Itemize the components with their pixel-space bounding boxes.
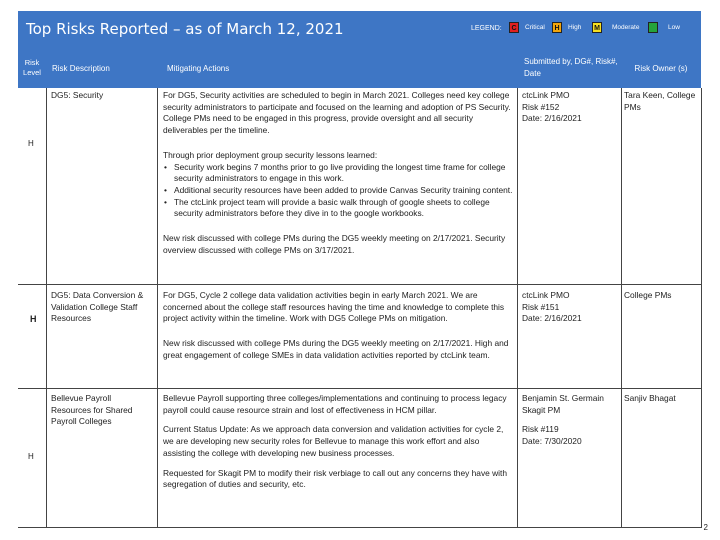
row-divider bbox=[18, 388, 702, 389]
page-number: 2 bbox=[703, 523, 708, 532]
submitted-by bbox=[522, 393, 622, 448]
submitted-spacer bbox=[522, 416, 622, 424]
grid-line bbox=[621, 88, 622, 528]
legend-moderate bbox=[592, 22, 639, 33]
title-bar bbox=[18, 11, 701, 48]
grid-line bbox=[157, 88, 158, 528]
page-title: Top Risks Reported – as of March 12, 2021 bbox=[26, 20, 344, 38]
legend-low-label: Low bbox=[668, 24, 680, 31]
grid-line bbox=[701, 88, 702, 528]
risk-description: DG5: Data Conversion & Validation College Staff Resources bbox=[51, 290, 144, 324]
submitted-line: Risk #151 bbox=[522, 301, 560, 312]
column-header-risk-level: Risk Level bbox=[18, 48, 46, 88]
legend-low bbox=[648, 22, 680, 33]
bullet-item: • The ctcLink project team will provide a basic walk through of google sheets to college security administrators before they dive in to the google workbooks. bbox=[174, 197, 513, 220]
risk-level: H bbox=[28, 452, 34, 461]
column-header-submitted: Submitted by, DG#, Risk#, Date bbox=[517, 48, 621, 88]
mitigating-actions bbox=[163, 90, 513, 256]
risk-owner: Sanjiv Bhagat bbox=[624, 393, 676, 403]
mitigating-paragraph: For DG5, Security activities are scheduled to begin in March 2021. Colleges need key college security administrators to participate and focused on the learning and adoption of PS Security. College PMs need to be engaged in this progress, provide oversight and all security deliverables per the timeline. bbox=[163, 90, 511, 136]
bullet-item: • Additional security resources have been added to provide Canvas Security training content. bbox=[174, 185, 513, 197]
row-divider bbox=[18, 284, 702, 285]
legend-high-swatch: H bbox=[552, 22, 562, 33]
legend-critical-label: Critical bbox=[525, 24, 545, 31]
mitigating-paragraph: New risk discussed with college PMs during the DG5 weekly meeting on 2/17/2021. High and great engagement of college SMEs in data validation activities reported by ctcLink team. bbox=[163, 338, 509, 360]
legend-high bbox=[552, 22, 581, 33]
mitigating-paragraph: New risk discussed with college PMs during the DG5 weekly meeting on 2/17/2021. Security overview discussed with college PMs on 3/17/2021. bbox=[163, 233, 506, 255]
submitted-line: ctcLink PMO bbox=[522, 90, 570, 100]
row-divider bbox=[18, 527, 702, 528]
risk-owner: Tara Keen, College PMs bbox=[624, 90, 696, 112]
submitted-line: Date: 7/30/2020 bbox=[522, 436, 582, 447]
submitted-line: ctcLink PMO bbox=[522, 290, 570, 300]
submitted-line: Risk #152 bbox=[522, 101, 560, 112]
mitigating-paragraph: Through prior deployment group security lessons learned: bbox=[163, 149, 378, 160]
submitted-by bbox=[522, 290, 620, 325]
mitigating-paragraph: Bellevue Payroll supporting three colleges/implementations and continuing to process legacy payroll could cause resource strain and lost of effectiveness in HCM pillar. bbox=[163, 393, 507, 415]
grid-line bbox=[46, 88, 47, 528]
risk-owner: College PMs bbox=[624, 290, 672, 300]
legend-high-label: High bbox=[568, 24, 582, 31]
legend-low-swatch bbox=[648, 22, 658, 33]
submitted-line: Benjamin St. Germain bbox=[522, 393, 604, 403]
column-header-mitigating: Mitigating Actions bbox=[147, 48, 517, 88]
submitted-line: Risk #119 bbox=[522, 424, 559, 435]
column-header-description: Risk Description bbox=[46, 48, 147, 88]
mitigating-paragraph: For DG5, Cycle 2 college data validation activities begin in early March 2021. We are concerned about the college staff resources having the time and knowledge to complete this project activity within the timeline. Work with DG5 College PMs on mitigation. bbox=[163, 290, 505, 324]
bullet-item: • Security work begins 7 months prior to go live providing the longest time frame for college security administrators to engage in this work. bbox=[174, 162, 513, 185]
mitigating-actions bbox=[163, 393, 513, 491]
risk-description: DG5: Security bbox=[51, 90, 104, 100]
submitted-line: Skagit PM bbox=[522, 404, 561, 415]
mitigating-actions bbox=[163, 290, 513, 362]
column-header-owner: Risk Owner (s) bbox=[621, 48, 701, 88]
risk-description: Bellevue Payroll Resources for Shared Payroll Colleges bbox=[51, 393, 133, 427]
legend-critical bbox=[509, 22, 545, 33]
legend-moderate-swatch: M bbox=[592, 22, 602, 33]
mitigating-paragraph: Requested for Skagit PM to modify their risk verbiage to call out any concerns they have with segregation of duties and security, etc. bbox=[163, 467, 508, 490]
mitigating-paragraph: Current Status Update: As we approach data conversion and validation activities for cycle 2, we are developing new security roles for Bellevue to manage this work effort and also assisting the college with developing new business processes. bbox=[163, 424, 504, 458]
legend-moderate-label: Moderate bbox=[612, 24, 640, 31]
risk-level: H bbox=[30, 314, 37, 324]
submitted-by bbox=[522, 90, 620, 125]
submitted-line: Date: 2/16/2021 bbox=[522, 113, 582, 124]
legend-label: LEGEND: bbox=[471, 25, 502, 32]
legend-critical-swatch: C bbox=[509, 22, 519, 33]
risk-level: H bbox=[28, 139, 34, 148]
submitted-line: Date: 2/16/2021 bbox=[522, 313, 582, 324]
grid-line bbox=[517, 88, 518, 528]
